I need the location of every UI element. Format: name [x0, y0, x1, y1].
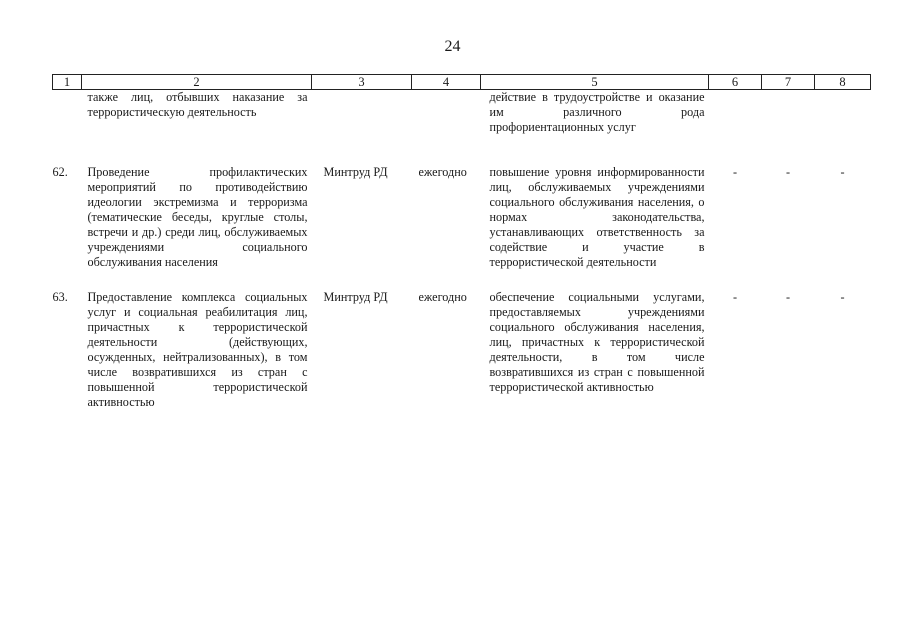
column-header: 5 [481, 75, 709, 90]
column-header: 3 [312, 75, 412, 90]
table-row [53, 165, 871, 270]
funding-cell: - [732, 165, 738, 179]
term-text: ежегодно [418, 165, 467, 179]
continuation-result-text: действие в трудоустройстве и оказание им различного рода профориентационных услуг [489, 90, 705, 134]
table-header-row [53, 75, 871, 90]
table-row-continuation [53, 90, 871, 136]
funding-cell: - [840, 290, 845, 304]
funding-cell: - [840, 165, 845, 179]
term-text: ежегодно [418, 290, 467, 304]
measures-table [52, 74, 871, 410]
column-header: 7 [762, 75, 815, 90]
column-header: 6 [709, 75, 762, 90]
table-row [53, 290, 871, 410]
measure-text: Предоставление комплекса социальных услуг и социальная реабилитация лиц, причастных к террористической деятельности (действующих, осужденных, нейтрализованных), в том числе возвратившихся из стран с повышенной террористической активностью [87, 290, 308, 409]
funding-cell: - [785, 290, 791, 304]
continuation-measure-text: также лиц, отбывших наказание за террористическую деятельность [87, 90, 308, 119]
executor-text: Минтруд РД [323, 290, 388, 304]
measure-text: Проведение профилактических мероприятий по противодействию идеологии экстремизма и терроризма (тематические беседы, круглые столы, встречи и др.) среди лиц, обслуживаемых учреждениями социального обслуживания населения [87, 165, 308, 269]
funding-cell: - [785, 165, 791, 179]
column-header: 8 [815, 75, 871, 90]
result-text: обеспечение социальными услугами, предоставляемых учреждениями социального обслуживания населения, лиц, причастных к террористической деятельности, в том числе возвратившихся из стран с повышенной террористической активностью [489, 290, 705, 394]
column-header: 2 [82, 75, 312, 90]
funding-cell: - [732, 290, 738, 304]
page-number: 24 [444, 38, 461, 55]
executor-text: Минтруд РД [323, 165, 388, 179]
row-number: 63. [52, 290, 68, 304]
column-header: 1 [53, 75, 82, 90]
row-number: 62. [52, 165, 68, 179]
result-text: повышение уровня информированности лиц, обслуживаемых учреждениями социального обслуживания населения, о нормах законодательства, устанавливающих ответственность за содействие и участие в террористической деятельности [489, 165, 705, 269]
column-header: 4 [412, 75, 481, 90]
